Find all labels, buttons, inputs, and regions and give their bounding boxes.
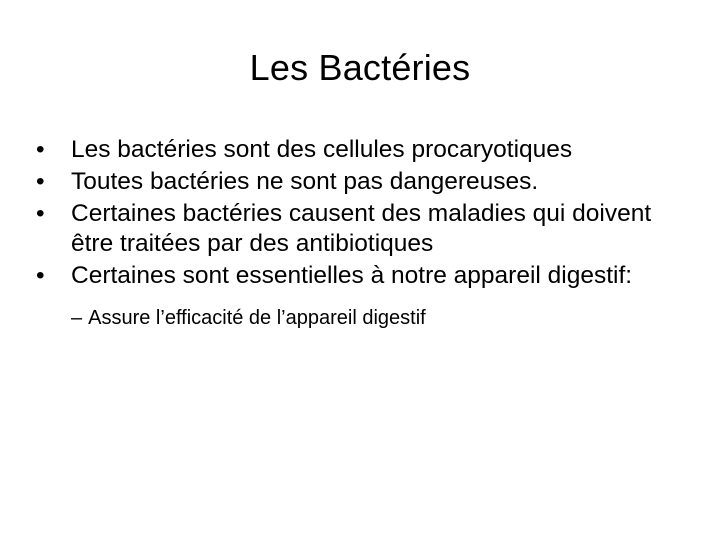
bullet-item <box>36 135 686 165</box>
bullet-marker: • <box>36 200 45 227</box>
bullet-marker: • <box>36 136 45 163</box>
bullet-text: Toutes bactéries ne sont pas dangereuses. <box>71 168 539 195</box>
sub-bullet-list <box>71 305 686 331</box>
bullet-item <box>36 261 686 331</box>
bullet-list <box>36 135 686 333</box>
bullet-item <box>36 199 686 259</box>
sub-bullet-text: Assure l’efficacité de l’appareil digestif <box>88 307 426 329</box>
sub-bullet-marker: – <box>71 307 83 329</box>
bullet-text: Certaines sont essentielles à notre appareil digestif: <box>71 262 633 289</box>
bullet-text: Les bactéries sont des cellules procaryotiques <box>71 136 573 163</box>
bullet-marker: • <box>36 168 45 195</box>
bullet-item <box>36 167 686 197</box>
bullet-marker: • <box>36 262 45 289</box>
sub-bullet-item <box>71 305 686 331</box>
slide-title: Les Bactéries <box>249 47 471 88</box>
bullet-text: Certaines bactéries causent des maladies qui doivent être traitées par des antibiotiques <box>71 200 652 257</box>
